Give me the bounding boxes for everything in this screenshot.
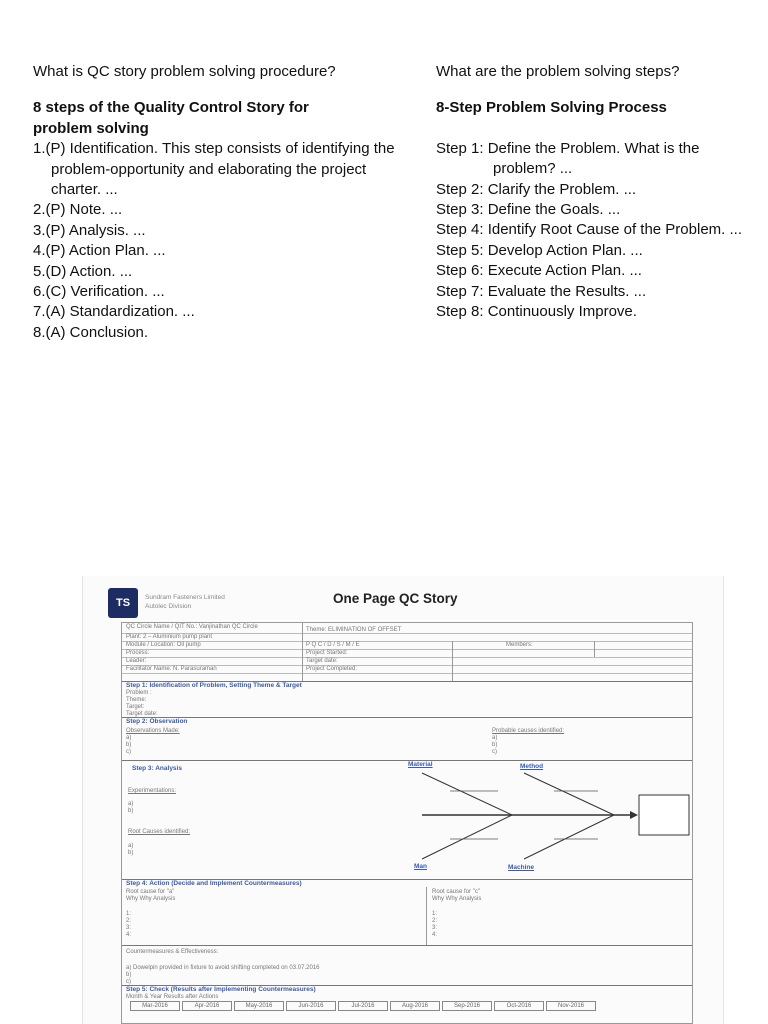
- right-heading: 8-Step Problem Solving Process: [436, 99, 667, 117]
- month-table: [130, 1001, 596, 1011]
- process-field: Process:: [126, 650, 150, 656]
- step1-theme: Theme:: [126, 697, 147, 703]
- right-step-5: Step 5: Develop Action Plan. ...: [436, 241, 643, 259]
- company-line2: Autolec Division: [145, 603, 192, 610]
- probable-causes-label: Probable causes identified:: [492, 728, 565, 734]
- left-step-7: 7.(A) Standardization. ...: [33, 303, 195, 321]
- left-step-5: 5.(D) Action. ...: [33, 262, 133, 280]
- step1-target-date: Target date:: [126, 711, 158, 717]
- step4-heading: Step 4: Action (Decide and Implement Countermeasures): [126, 880, 302, 887]
- company-logo: TS: [108, 588, 138, 618]
- fishbone-arrowhead: [630, 811, 638, 819]
- root-causes-label: Root Causes identified:: [128, 829, 191, 835]
- right-question: What are the problem solving steps?: [436, 63, 680, 80]
- left-column: [33, 62, 413, 343]
- fishbone-material: Material: [408, 761, 433, 768]
- right-step-3: Step 3: Define the Goals. ...: [436, 201, 621, 219]
- left-step-3: 3.(P) Analysis. ...: [33, 221, 146, 239]
- qc-circle-name: QC Circle Name / QIT No.: Vanjinathan QC Circle: [126, 624, 258, 630]
- root-cause-c: Root cause for "c": [432, 889, 480, 895]
- step3-heading: Step 3: Analysis: [132, 765, 182, 772]
- right-step-6: Step 6: Execute Action Plan. ...: [436, 262, 642, 280]
- month-cell: Sep-2016: [442, 1001, 492, 1011]
- target-date-field: Target date:: [306, 658, 338, 664]
- fishbone-machine: Machine: [508, 864, 535, 871]
- month-cell: Apr-2016: [182, 1001, 232, 1011]
- fishbone-method: Method: [520, 763, 544, 770]
- pqcdsme-field: P Q C / D / S / M / E: [306, 642, 360, 648]
- month-results-label: Month & Year Results after Actions: [126, 994, 219, 1000]
- members-field: Members:: [506, 642, 533, 648]
- step1-target: Target:: [126, 704, 145, 710]
- fishbone-diagram: [402, 771, 692, 871]
- left-step-1: 1.(P) Identification. This step consists of identifying the problem-opportunity and elaborating the project charter. ...: [33, 140, 395, 199]
- right-step-8: Step 8: Continuously Improve.: [436, 303, 637, 321]
- right-step-7: Step 7: Evaluate the Results. ...: [436, 282, 647, 300]
- root-cause-a: Root cause for "a": [126, 889, 175, 895]
- bone-method: [524, 773, 614, 815]
- left-question: What is QC story problem solving procedure?: [33, 63, 336, 80]
- bone-material: [422, 773, 512, 815]
- project-completed-field: Project Completed:: [306, 666, 358, 672]
- plant-field: Plant: 2 – Aluminium pump plant: [126, 634, 213, 640]
- bone-man: [422, 815, 512, 859]
- qc-story-form-image: [82, 576, 724, 1024]
- fishbone-man: Man: [414, 863, 427, 870]
- month-cell: Aug-2016: [390, 1001, 440, 1011]
- project-started-field: Project Started:: [306, 650, 348, 656]
- leader-field: Leader:: [126, 658, 147, 664]
- qc-form-frame: QC Circle Name / QIT No.: Vanjinathan QC Circle Plant: 2 – Aluminium pump plant Module / Location: Oil pump Process: Leader: Facilitator Name: N. Parasuraman Theme: ELIMINATION OF OFFSET P Q C / D / S / M / E Members: Project Started: Target date: Project Completed: Step 1: Identification of Problem, Setting Theme & Target Problem : Theme: Target: Target date: Step 2: Observation Observations Made: a) b) c) Probable causes identified: a) b) c) Step 3: Analysis Experimentations: a) b) Root Causes identified: a) b) Material Method Man Machine Step 4: Action (Decide and Implement Countermeasures) Root cause for "a" Why Why Analysis 1: 2: 3: 4: Root cause for "c" Why Why Analysis 1: 2: 3: 4: Countermeasures & Effectiveness: a) Dowelpin provided in fixture to avoid shifting completed on 03.07.2016 b) c) Step 5: Check (Results after Implementing Countermeasures) Month & Year Results after Actions Mar-2016 Apr-2016 May-2016 Jun-2016 Jul-2016 Aug-2016 Sep-2016 Oct-2016 Nov-2016: [121, 622, 693, 1024]
- left-step-2: 2.(P) Note. ...: [33, 201, 123, 219]
- right-step-1: Step 1: Define the Problem. What is the problem? ...: [436, 139, 700, 178]
- company-line1: Sundram Fasteners Limited: [145, 594, 225, 601]
- experimentations-label: Experimentations:: [128, 788, 177, 794]
- month-cell: Mar-2016: [130, 1001, 180, 1011]
- month-cell: Jun-2016: [286, 1001, 336, 1011]
- bone-machine: [524, 815, 614, 859]
- fishbone-head-box: [639, 795, 689, 835]
- left-heading-line2: problem solving: [33, 119, 149, 137]
- company-name: [145, 593, 225, 611]
- step2-heading: Step 2: Observation: [126, 718, 188, 725]
- right-column: [436, 62, 746, 322]
- right-step-2: Step 2: Clarify the Problem. ...: [436, 180, 637, 198]
- facilitator-field: Facilitator Name: N. Parasuraman: [126, 666, 217, 672]
- month-cell: Jul-2016: [338, 1001, 388, 1011]
- theme-field: Theme: ELIMINATION OF OFFSET: [306, 627, 402, 633]
- left-step-8: 8.(A) Conclusion.: [33, 323, 149, 341]
- left-step-4: 4.(P) Action Plan. ...: [33, 242, 166, 260]
- countermeasure-a: a) Dowelpin provided in fixture to avoid shifting completed on 03.07.2016: [126, 965, 320, 971]
- month-cell: Oct-2016: [494, 1001, 544, 1011]
- step1-problem: Problem :: [126, 690, 152, 696]
- left-heading-line1: 8 steps of the Quality Control Story for: [33, 99, 309, 117]
- module-field: Module / Location: Oil pump: [126, 642, 201, 648]
- qc-story-title: One Page QC Story: [333, 591, 458, 606]
- left-step-6: 6.(C) Verification. ...: [33, 283, 165, 301]
- month-cell: May-2016: [234, 1001, 284, 1011]
- why-why-a: Why Why Analysis: [126, 896, 176, 902]
- countermeasures-label: Countermeasures & Effectiveness:: [126, 949, 219, 955]
- step5-heading: Step 5: Check (Results after Implementing Countermeasures): [126, 986, 316, 993]
- step1-heading: Step 1: Identification of Problem, Setting Theme & Target: [126, 682, 302, 689]
- month-cell: Nov-2016: [546, 1001, 596, 1011]
- right-step-4: Step 4: Identify Root Cause of the Problem. ...: [436, 221, 742, 239]
- why-why-c: Why Why Analysis: [432, 896, 482, 902]
- observations-label: Observations Made:: [126, 728, 180, 734]
